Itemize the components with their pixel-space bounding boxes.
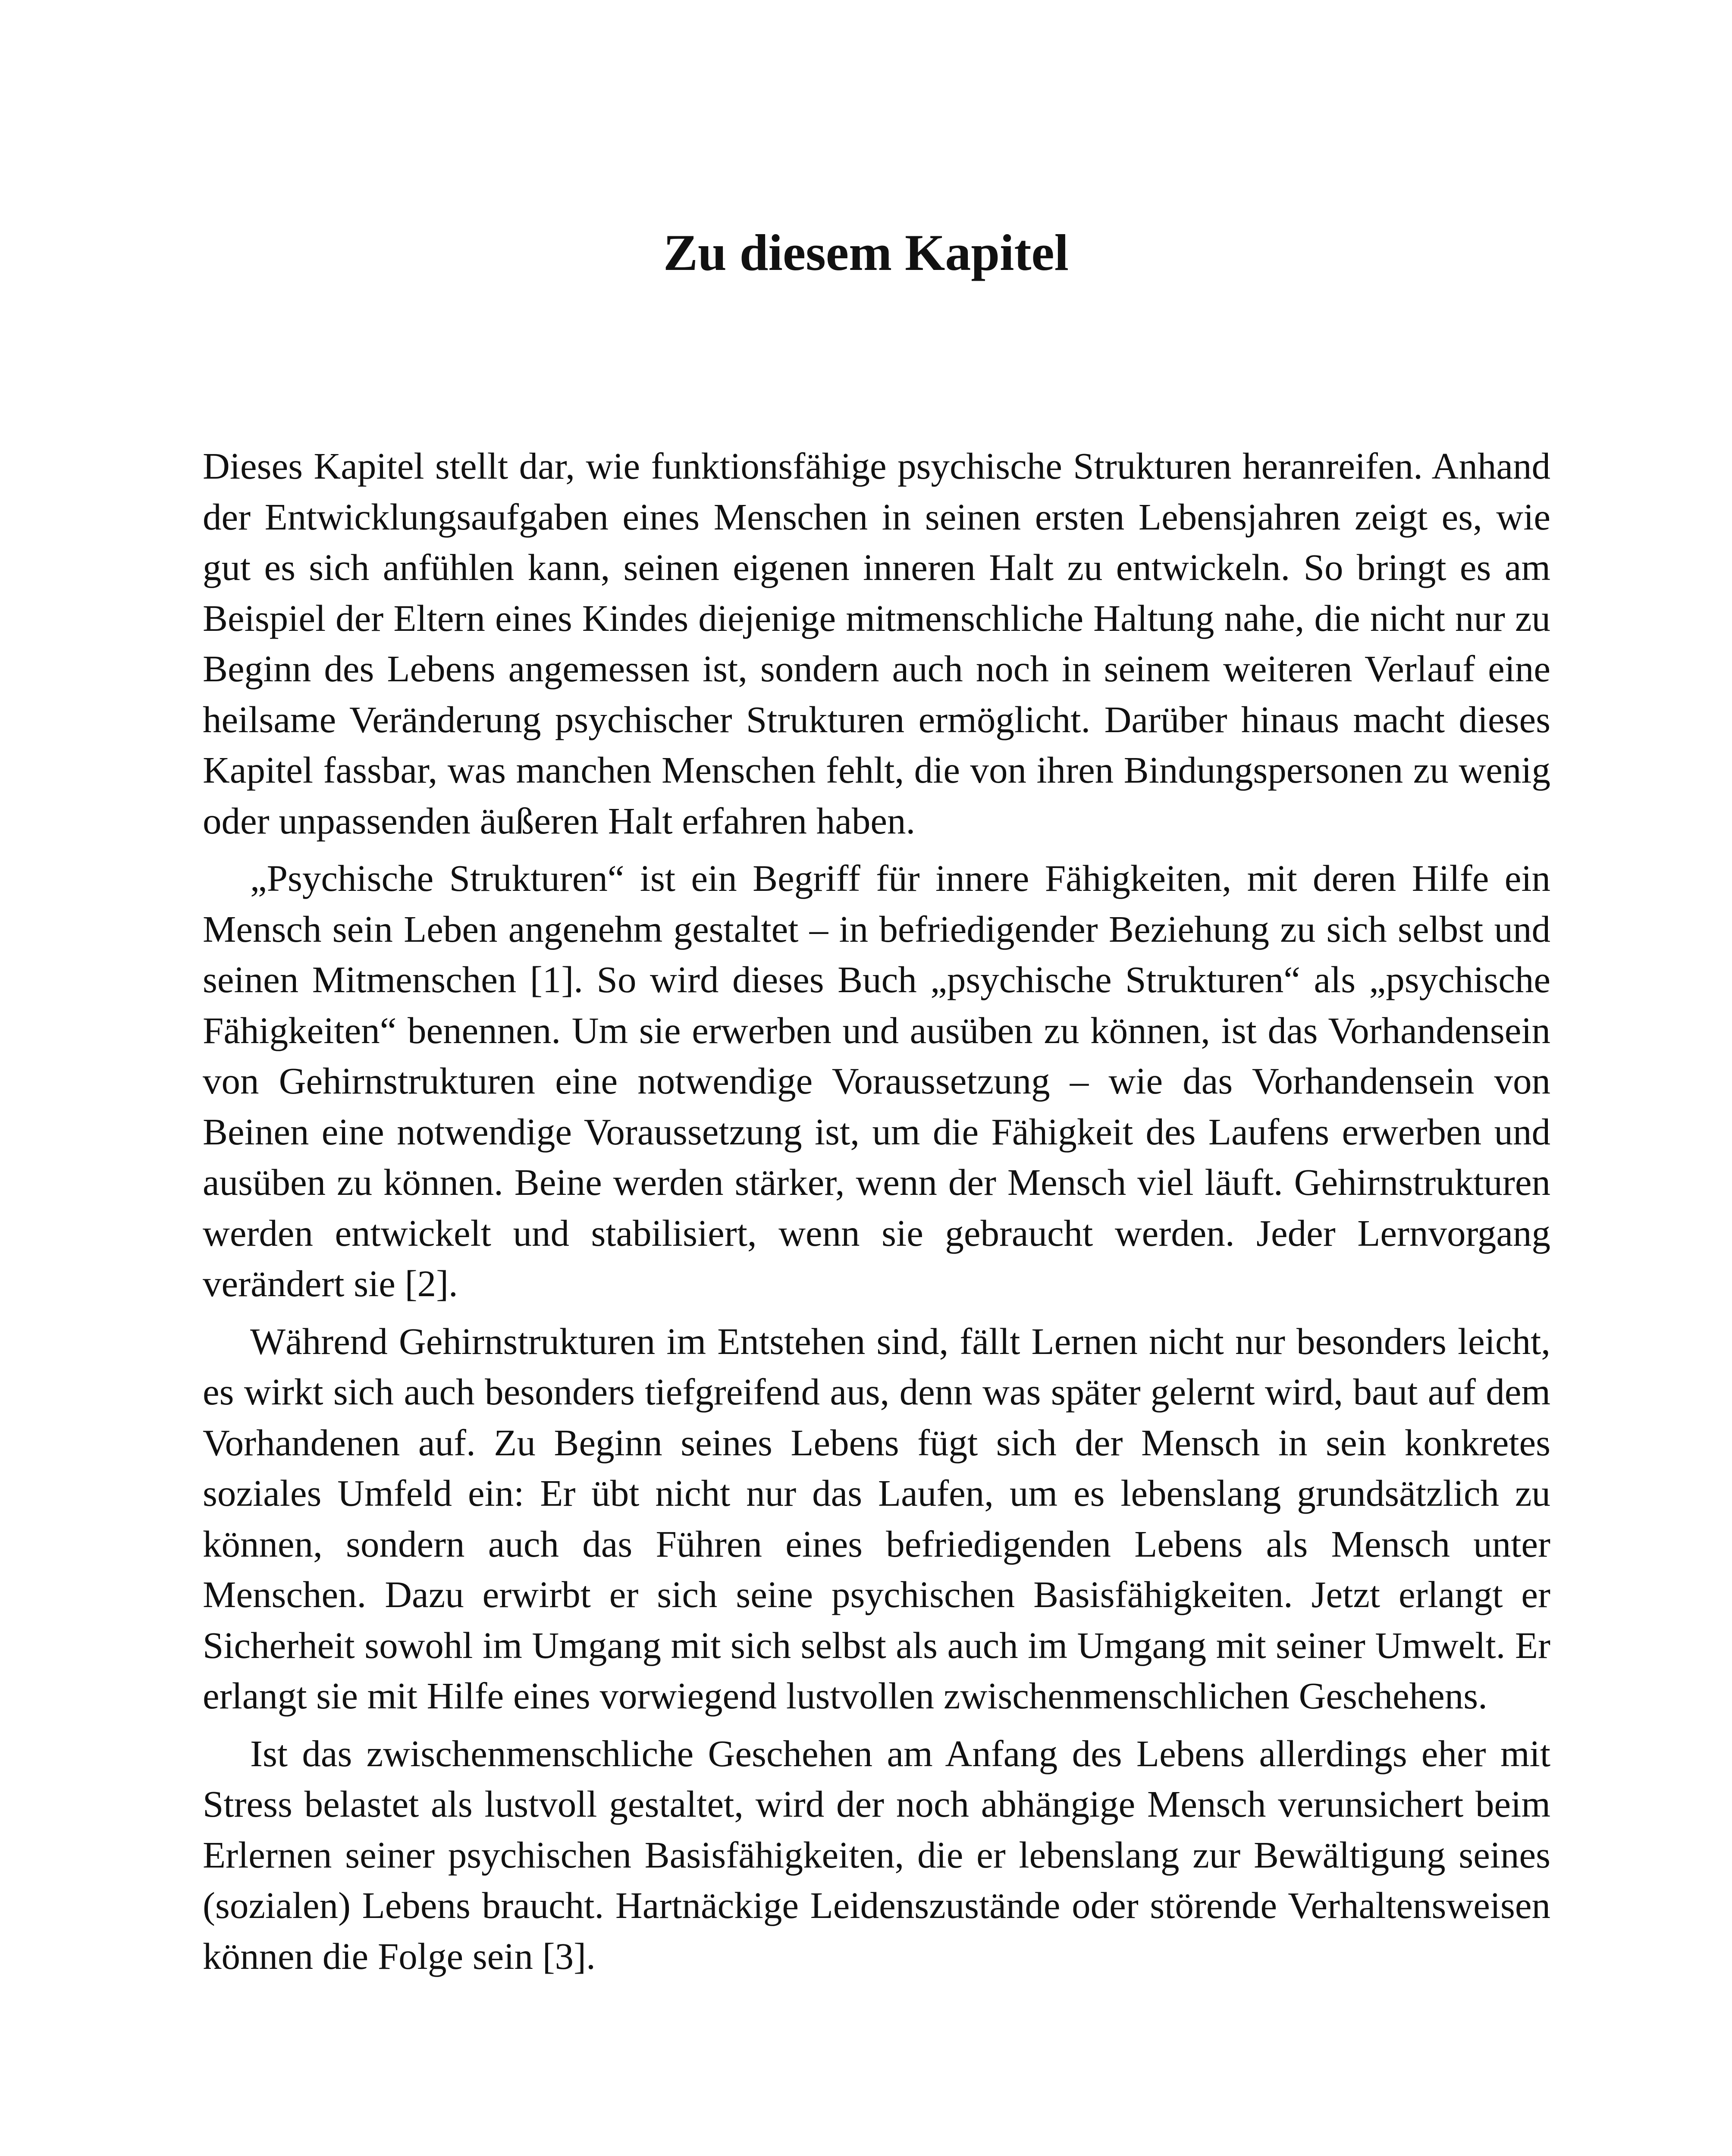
- paragraph-4: Ist das zwischenmenschliche Geschehen am Anfang des Lebens allerdings eher mit Stress belastet als lustvoll gestaltet, wird der noch abhängige Mensch verunsichert beim Erlernen seiner psychischen Basisfähigkeiten, die er lebenslang zur Bewältigung seines (sozialen) Lebens braucht. Hartnäckige Leidenszustände oder störende Verhaltensweisen können die Folge sein [3].: [203, 1732, 1550, 1977]
- chapter-title: Zu diesem Kapitel: [663, 224, 1069, 281]
- paragraph-1: Dieses Kapitel stellt dar, wie funktionsfähige psychische Strukturen heranreifen. Anhand der Entwicklungsaufgaben eines Menschen in seinen ersten Lebensjahren zeigt es, wie gut es sich anfühlen kann, seinen eigenen inneren Halt zu entwickeln. So bringt es am Beispiel der Eltern eines Kindes diejenige mitmenschliche Haltung nahe, die nicht nur zu Beginn des Lebens angemessen ist, sondern auch noch in seinem weiteren Verlauf eine heilsame Veränderung psychischer Strukturen ermöglicht. Darüber hinaus macht dieses Kapitel fassbar, was manchen Menschen fehlt, die von ihren Bindungspersonen zu wenig oder unpassenden äußeren Halt erfahren haben.: [203, 445, 1550, 842]
- body-text: [203, 441, 1550, 1988]
- paragraph-3: Während Gehirnstrukturen im Entstehen sind, fällt Lernen nicht nur besonders leicht, es wirkt sich auch besonders tiefgreifend aus, denn was später gelernt wird, baut auf dem Vorhandenen auf. Zu Beginn seines Lebens fügt sich der Mensch in sein konkretes soziales Umfeld ein: Er übt nicht nur das Laufen, um es lebenslang grundsätzlich zu können, sondern auch das Führen eines befriedigenden Lebens als Mensch unter Menschen. Dazu erwirbt er sich seine psychischen Basisfähigkeiten. Jetzt erlangt er Sicherheit sowohl im Umgang mit sich selbst als auch im Umgang mit seiner Umwelt. Er erlangt sie mit Hilfe eines vorwiegend lustvollen zwischenmenschlichen Geschehens.: [203, 1320, 1550, 1717]
- paragraph-2: „Psychische Strukturen“ ist ein Begriff für innere Fähigkeiten, mit deren Hilfe ein Mensch sein Leben angenehm gestaltet – in befriedigender Beziehung zu sich selbst und seinen Mitmenschen [1]. So wird dieses Buch „psychische Strukturen“ als „psychische Fähigkeiten“ benennen. Um sie erwerben und ausüben zu können, ist das Vorhandensein von Gehirnstrukturen eine notwendige Voraussetzung – wie das Vorhandensein von Beinen eine notwendige Voraussetzung ist, um die Fähigkeit des Laufens erwerben und ausüben zu können. Beine werden stärker, wenn der Mensch viel läuft. Gehirnstrukturen werden entwickelt und stabilisiert, wenn sie gebraucht werden. Jeder Lernvorgang verändert sie [2].: [203, 857, 1550, 1304]
